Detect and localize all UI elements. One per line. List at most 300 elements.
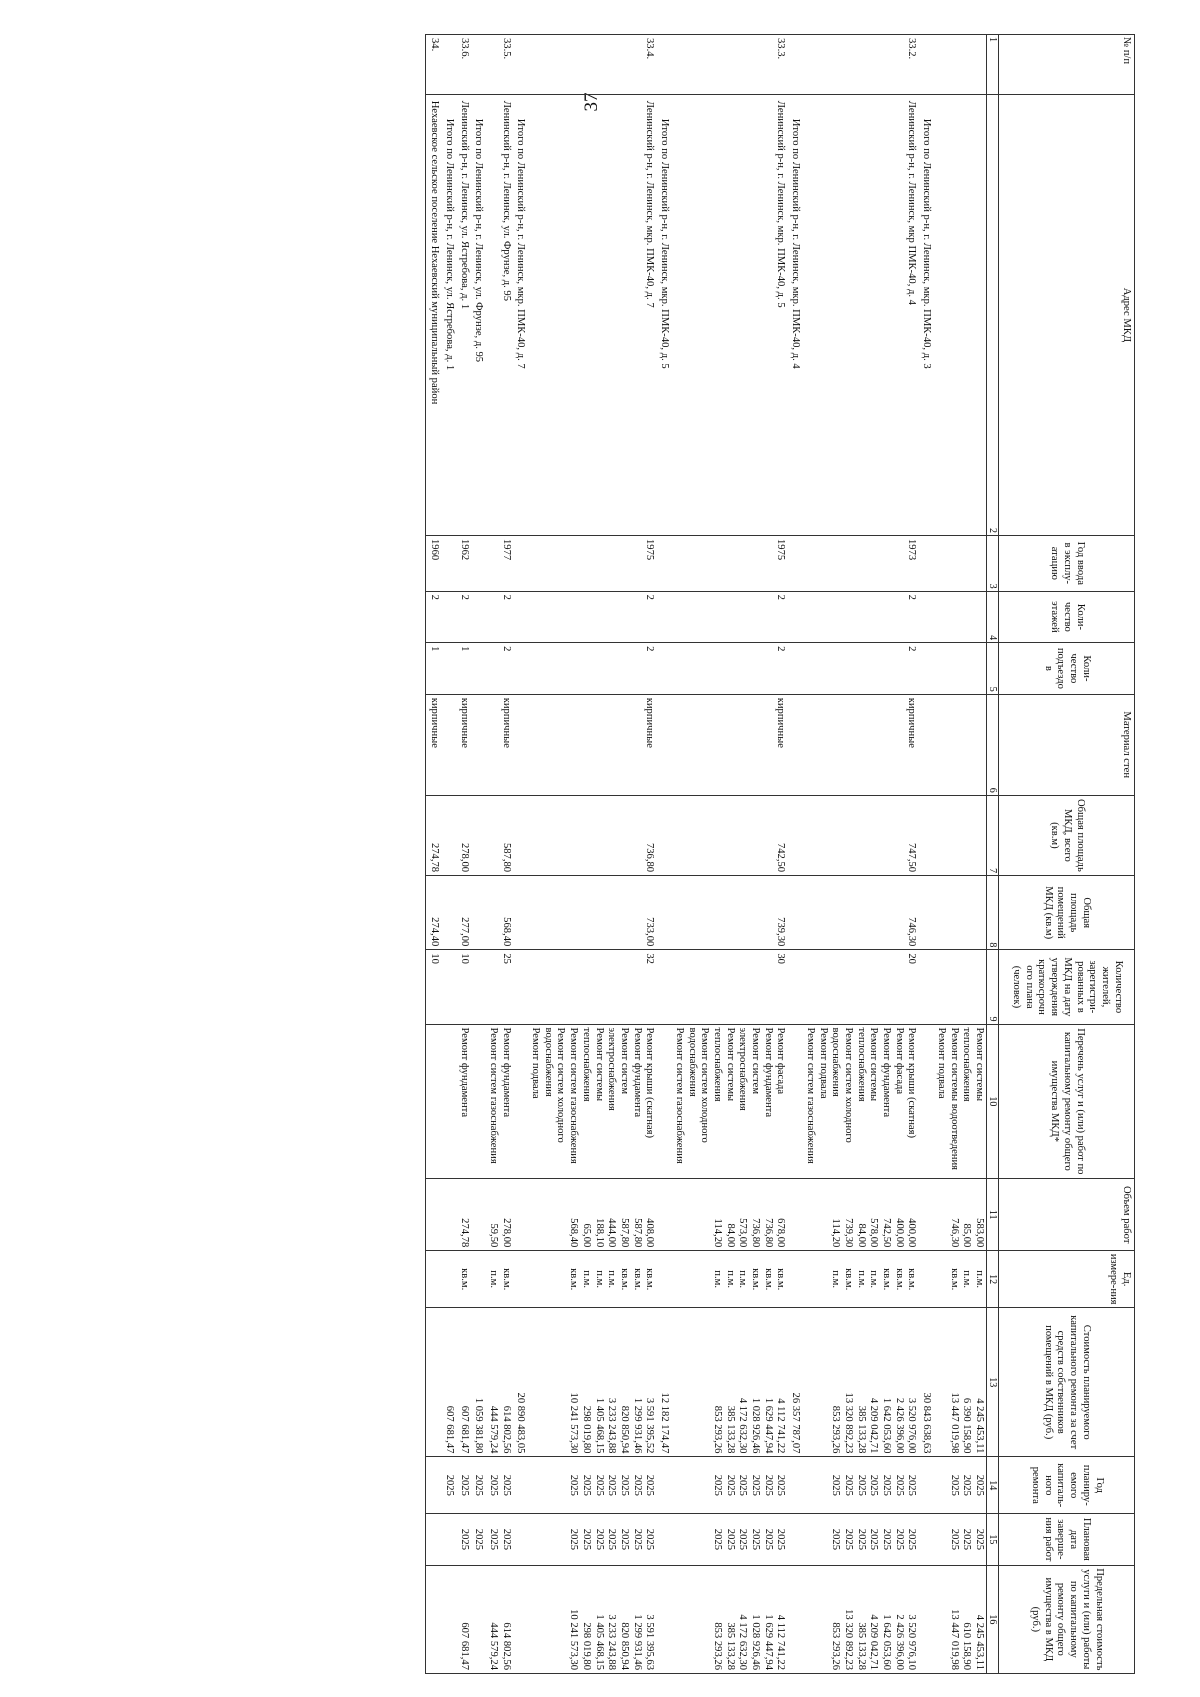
cell-line: 853 293,26 <box>711 1405 723 1454</box>
cell-line: 2025 <box>906 1474 918 1496</box>
year-list <box>829 1460 918 1510</box>
cell-line: 188,10 <box>593 1218 605 1248</box>
cell-line: Ремонт систем газоснабжения <box>804 1027 816 1164</box>
unit-list <box>457 1254 470 1304</box>
cell-line: п.м. <box>711 1270 723 1288</box>
row-number: 33.5. <box>485 35 512 95</box>
address: Ленинский р-н, г. Ленинск, мкр. ПМК-40, д. 7 <box>527 94 656 535</box>
cell-line: кв.м. <box>948 1268 960 1291</box>
cell-line: 13 320 892,23 <box>842 1392 854 1454</box>
cell-line: 2025 <box>974 1528 985 1550</box>
cell-line: кв.м. <box>458 1268 470 1291</box>
col-number: 6 <box>987 694 999 795</box>
cell-line: 6 390 158,90 <box>961 1397 973 1454</box>
col-header-5: Коли-чество подъездо в <box>999 643 1135 695</box>
col-header-6: Материал стен <box>999 694 1135 795</box>
wall-material: кирпичные <box>426 694 441 795</box>
cell-line: Ремонт систем холодного водоснабжения <box>542 1027 567 1143</box>
col-number: 1 <box>987 35 999 95</box>
entrances: 2 <box>802 643 918 695</box>
unit-list <box>947 1254 985 1304</box>
unit-list <box>567 1254 656 1304</box>
header-row <box>999 35 1135 1674</box>
cell-line: кв.м. <box>762 1268 774 1291</box>
cell-line: 13 447 019,98 <box>948 1392 960 1454</box>
work-list <box>934 1028 985 1176</box>
row-number: 33.2. <box>802 35 918 95</box>
cell-line: 2025 <box>830 1528 842 1550</box>
residents: 30 <box>671 950 787 1024</box>
cell-line: Ремонт системы теплоснабжения <box>961 1027 985 1102</box>
cell-line: 3 233 243,88 <box>606 1614 618 1670</box>
cell-line: 10 241 573,30 <box>568 1609 580 1670</box>
cell-line: 10 241 573,30 <box>568 1392 580 1454</box>
cell-line: 678,00 <box>775 1218 787 1248</box>
cell-line: Ремонт системы теплоснабжения <box>711 1027 736 1102</box>
area-rooms: 746,30 <box>802 876 918 950</box>
col-number: 9 <box>987 950 999 1024</box>
total-year: 2025 <box>471 1457 486 1514</box>
address: Ленинский р-н, г. Ленинск, мкр. ПМК-40, д. 5 <box>671 94 787 535</box>
year-built: 1977 <box>485 535 512 591</box>
cost-list <box>829 1311 918 1453</box>
cell-line: 114,20 <box>830 1218 842 1248</box>
residents: 25 <box>485 950 512 1024</box>
cell-line: Ремонт фундамента <box>500 1027 512 1118</box>
area-total: 278,00 <box>456 795 471 875</box>
col-number: 13 <box>987 1307 999 1456</box>
cell-line: 59,50 <box>487 1223 499 1248</box>
page-number: 37 <box>581 92 602 112</box>
cell-line: 4 172 632,30 <box>737 1397 749 1454</box>
entrances: 1 <box>426 643 441 695</box>
cell-line: 2025 <box>458 1474 470 1496</box>
cell-line: Ремонт систем электроснабжения <box>737 1027 762 1111</box>
cell-line: 2025 <box>644 1474 656 1496</box>
cell-line: 4 209 042,71 <box>868 1397 880 1454</box>
cell-line: 298 019,80 <box>580 1622 592 1670</box>
cell-line: п.м. <box>724 1270 736 1288</box>
cell-line: п.м. <box>855 1270 867 1288</box>
year-built: 1975 <box>527 535 656 591</box>
volume-list <box>710 1182 786 1247</box>
cell-line: 298 019,80 <box>580 1405 592 1454</box>
cell-line: 2025 <box>906 1528 918 1550</box>
cell-line: Ремонт фундамента <box>881 1027 893 1118</box>
cell-line: 2025 <box>775 1474 787 1496</box>
cell-line: 2025 <box>961 1474 973 1496</box>
cell-line: 84,00 <box>855 1223 867 1248</box>
cell-line: Ремонт систем холодного водоснабжения <box>686 1027 711 1143</box>
col-number: 14 <box>987 1457 999 1514</box>
residents: 10 <box>426 950 441 1024</box>
cell-line: Ремонт системы теплоснабжения <box>855 1027 880 1102</box>
unit-list <box>829 1254 918 1304</box>
col-number: 10 <box>987 1024 999 1179</box>
cell-line: 2025 <box>711 1528 723 1550</box>
floors: 2 <box>671 591 787 643</box>
floors: 2 <box>527 591 656 643</box>
cell-line: 2025 <box>948 1474 960 1496</box>
entrances: 1 <box>456 643 471 695</box>
address: Ленинский р-н, г. Ленинск, ул. Фрунзе, д. 95 <box>485 94 512 535</box>
col-number: 4 <box>987 591 999 643</box>
cell-line: 385 133,28 <box>724 1622 736 1670</box>
cell-line: 114,20 <box>711 1218 723 1248</box>
cell-line: 607 681,47 <box>458 1622 470 1670</box>
area-rooms: 277,00 <box>456 876 471 950</box>
col-number: 7 <box>987 795 999 875</box>
cell-line: 2025 <box>568 1528 580 1550</box>
cell-line: 853 293,26 <box>830 1622 842 1670</box>
work-list <box>457 1028 470 1176</box>
row-number: 34. <box>426 35 441 95</box>
cell-line: 610 158,90 <box>961 1622 973 1670</box>
cell-line: Ремонт фасада <box>775 1027 787 1095</box>
col-header-13: Стоимость планируемого капитального ремонта за счет средств собственников помещений в МКД (руб.) <box>999 1307 1135 1456</box>
cell-line: 278,00 <box>500 1218 512 1248</box>
cell-line: 614 802,56 <box>500 1405 512 1454</box>
cell-line: 2025 <box>631 1528 643 1550</box>
cell-line: 2025 <box>500 1474 512 1496</box>
cell-line: 4 245 453,11 <box>974 1398 985 1454</box>
unit-list <box>710 1254 786 1304</box>
wall-material: кирпичные <box>485 694 512 795</box>
cell-line: 736,80 <box>762 1218 774 1248</box>
cell-line: 2025 <box>593 1528 605 1550</box>
table-row <box>527 35 656 1674</box>
work-list <box>486 1028 511 1176</box>
cell-line: 400,00 <box>906 1218 918 1248</box>
cell-line: 13 320 892,23 <box>842 1609 854 1670</box>
cell-line: 2025 <box>868 1528 880 1550</box>
cell-line: 2 426 396,00 <box>893 1397 905 1454</box>
cell-line: Ремонт фасада <box>893 1027 905 1095</box>
residents: 32 <box>527 950 656 1024</box>
cell-line: 444,00 <box>606 1218 618 1248</box>
total-cost: 1 059 381,80 <box>471 1307 486 1456</box>
total-address: Итого по Ленинский р-н, г. Ленинск, мкр. ПМК-40, д. 7 <box>513 94 528 535</box>
entrances: 2 <box>527 643 656 695</box>
cell-line: п.м. <box>580 1270 592 1288</box>
area-total: 274,78 <box>426 795 441 875</box>
cell-line: 3 520 976,10 <box>906 1614 918 1670</box>
total-row <box>787 35 802 1674</box>
cell-line: 2025 <box>606 1528 618 1550</box>
cell-line: 2025 <box>842 1528 854 1550</box>
column-number-row <box>987 35 999 1674</box>
volume-list <box>947 1182 985 1247</box>
cell-line: 4 112 741,22 <box>775 1398 787 1454</box>
col-header-8: Общая площадь помещений МКД (кв.м) <box>999 876 1135 950</box>
year-list <box>567 1460 656 1510</box>
cell-line: п.м. <box>593 1270 605 1288</box>
col-header-10: Перечень услуг и (или) работ по капитальному ремонту общего имущества МКД* <box>999 1024 1135 1179</box>
floors: 2 <box>456 591 471 643</box>
cell-line: кв.м. <box>619 1268 631 1291</box>
cell-line: 400,00 <box>893 1218 905 1248</box>
col-number: 5 <box>987 643 999 695</box>
table-row <box>933 35 986 1674</box>
capital-repair-table <box>425 34 1135 1674</box>
table-row <box>456 35 471 1674</box>
cell-line: 2025 <box>500 1528 512 1550</box>
area-rooms: 739,30 <box>671 876 787 950</box>
col-number: 11 <box>987 1179 999 1251</box>
cell-line: 742,50 <box>881 1218 893 1248</box>
limit-list <box>486 1569 511 1670</box>
cell-line: 2025 <box>842 1474 854 1496</box>
table-row <box>671 35 787 1674</box>
col-number: 12 <box>987 1251 999 1308</box>
cell-line: 1 299 931,46 <box>631 1397 643 1454</box>
cell-line: 2025 <box>644 1528 656 1550</box>
col-header-14: Год планиру-емого капиталь-ного ремонта <box>999 1457 1135 1514</box>
cell-line: 2 426 396,00 <box>893 1614 905 1670</box>
date-list <box>829 1517 918 1562</box>
cell-line: 739,30 <box>842 1218 854 1248</box>
cell-line: 65,00 <box>580 1223 592 1248</box>
col-number: 16 <box>987 1565 999 1673</box>
cell-line: 2025 <box>619 1474 631 1496</box>
table-row <box>485 35 512 1674</box>
area-rooms: 274,40 <box>426 876 441 950</box>
date-list <box>486 1517 511 1562</box>
year-list <box>457 1460 470 1510</box>
cell-line: 2025 <box>580 1474 592 1496</box>
cell-line: 2025 <box>487 1474 499 1496</box>
cell-line: 385 133,28 <box>855 1405 867 1454</box>
cell-line: 1 642 053,60 <box>881 1614 893 1670</box>
cell-line: 2025 <box>855 1474 867 1496</box>
residents: 10 <box>456 950 471 1024</box>
cell-line: кв.м. <box>906 1268 918 1291</box>
total-row <box>918 35 933 1674</box>
cell-line: кв.м. <box>500 1268 512 1291</box>
volume-list <box>829 1182 918 1247</box>
wall-material: кирпичные <box>671 694 787 795</box>
cell-line: 2025 <box>830 1474 842 1496</box>
total-address: Итого по Ленинский р-н, г. Ленинск, ул. Фрунзе, д. 95 <box>471 94 486 535</box>
volume-list <box>567 1182 656 1247</box>
cell-line: 4 209 042,71 <box>868 1614 880 1670</box>
cell-line: 573,00 <box>737 1218 749 1248</box>
year-list <box>947 1460 985 1510</box>
cell-line: п.м. <box>487 1270 499 1288</box>
cell-line: 578,00 <box>868 1218 880 1248</box>
cost-list <box>710 1311 786 1453</box>
cell-line: 1 629 447,94 <box>762 1397 774 1454</box>
cell-line: 2025 <box>711 1474 723 1496</box>
cell-line: 274,78 <box>458 1218 470 1248</box>
cell-line: 385 133,28 <box>724 1405 736 1454</box>
cell-line: 853 293,26 <box>711 1622 723 1670</box>
cell-line: 385 133,28 <box>855 1622 867 1670</box>
col-number: 15 <box>987 1514 999 1566</box>
cell-line: 2025 <box>750 1528 762 1550</box>
total-cost: 30 843 638,63 <box>918 1307 933 1456</box>
cell-line: кв.м. <box>644 1268 656 1291</box>
residents: 20 <box>802 950 918 1024</box>
volume-list <box>457 1182 470 1247</box>
cell-line: Ремонт крыши (скатная) <box>906 1027 918 1139</box>
cell-line: 2025 <box>568 1474 580 1496</box>
row-number: 33.3. <box>671 35 787 95</box>
cell-line: 2025 <box>750 1474 762 1496</box>
cell-line: 444 579,24 <box>487 1405 499 1454</box>
limit-list <box>947 1569 985 1670</box>
date-list <box>710 1517 786 1562</box>
cell-line: 2025 <box>974 1474 985 1496</box>
col-header-1: № п/п <box>999 35 1135 95</box>
date-list <box>457 1517 470 1562</box>
cell-line: 2025 <box>762 1474 774 1496</box>
cell-line: 2025 <box>868 1474 880 1496</box>
col-header-9: Количество жителей, зарегистри-рованных в МКД на дату утверждения краткосрочн ого плана (человек) <box>999 950 1135 1024</box>
cell-line: кв.м. <box>842 1268 854 1291</box>
cell-line: 583,00 <box>974 1218 985 1248</box>
cell-line: 1 299 931,46 <box>631 1614 643 1670</box>
floors: 2 <box>426 591 441 643</box>
cell-line: 3 591 395,52 <box>644 1397 656 1454</box>
col-header-15: Плановая дата заверше-ния работ <box>999 1514 1135 1566</box>
cell-line: Ремонт подвала <box>817 1027 829 1099</box>
cell-line: 444 579,24 <box>487 1622 499 1670</box>
area-total: 742,50 <box>671 795 787 875</box>
cost-list <box>567 1311 656 1453</box>
work-list <box>672 1028 786 1176</box>
cell-line: 2025 <box>855 1528 867 1550</box>
cell-line: 2025 <box>737 1528 749 1550</box>
limit-list <box>567 1569 656 1670</box>
cell-line: п.м. <box>830 1270 842 1288</box>
cell-line: 2025 <box>619 1528 631 1550</box>
cell-line: 568,40 <box>568 1218 580 1248</box>
cost-list <box>457 1311 470 1453</box>
address: Ленинский р-н, г. Ленинск, ул. Ястребова, д. 1 <box>456 94 471 535</box>
cost-list <box>486 1311 511 1453</box>
cell-line: кв.м. <box>750 1268 762 1291</box>
year-list <box>710 1460 786 1510</box>
col-header-2: Адрес МКД <box>999 94 1135 535</box>
cell-line: 4 172 632,30 <box>737 1614 749 1670</box>
row-number: 33.6. <box>456 35 471 95</box>
cell-line: Ремонт системы водоотведения <box>948 1027 960 1171</box>
cell-line: 2025 <box>724 1528 736 1550</box>
cell-line: 84,00 <box>724 1223 736 1248</box>
year-built: 1975 <box>671 535 787 591</box>
cell-line: 2025 <box>593 1474 605 1496</box>
total-address: Итого по Ленинский р-н, г. Ленинск, мкр. ПМК-40, д. 4 <box>787 94 802 535</box>
cell-line: 4 112 741,22 <box>775 1614 787 1670</box>
cell-line: 2025 <box>961 1528 973 1550</box>
total-address: Итого по Ленинский р-н, г. Ленинск, мкр. ПМК-40, д. 3 <box>918 94 933 535</box>
cell-line: 2025 <box>775 1528 787 1550</box>
area-total: 747,50 <box>802 795 918 875</box>
cell-line: 1 405 468,15 <box>593 1614 605 1670</box>
cell-line: 3 520 976,00 <box>906 1397 918 1454</box>
cell-line: Ремонт систем газоснабжения <box>673 1027 685 1164</box>
address: Нехаевское сельское поселение Нехаевский муниципальный район <box>426 94 441 535</box>
col-number: 8 <box>987 876 999 950</box>
date-list <box>567 1517 656 1562</box>
cell-line: 853 293,26 <box>830 1405 842 1454</box>
limit-list <box>457 1569 470 1670</box>
limit-list <box>710 1569 786 1670</box>
table-row <box>802 35 918 1674</box>
cost-list <box>947 1311 985 1453</box>
col-header-4: Коли-чество этажей <box>999 591 1135 643</box>
year-built: 1973 <box>802 535 918 591</box>
area-total: 587,80 <box>485 795 512 875</box>
cell-line: 1 629 447,94 <box>762 1614 774 1670</box>
cell-line: Ремонт фундамента <box>762 1027 774 1118</box>
cell-line: 2025 <box>881 1474 893 1496</box>
cell-line: 2025 <box>893 1474 905 1496</box>
cell-line: 4 245 453,11 <box>974 1614 985 1670</box>
cell-line: 2025 <box>631 1474 643 1496</box>
cell-line: 2025 <box>724 1474 736 1496</box>
cell-line: 408,00 <box>644 1218 656 1248</box>
cell-line: Ремонт систем электроснабжения <box>606 1027 631 1111</box>
cell-line: 614 802,56 <box>500 1622 512 1670</box>
col-header-7: Общая площадь МКД, всего (кв.м) <box>999 795 1135 875</box>
total-address: Итого по Ленинский р-н, г. Ленинск, мкр. ПМК-40, д. 5 <box>656 94 671 535</box>
total-cost: 607 681,47 <box>441 1307 456 1456</box>
cell-line: 2025 <box>762 1528 774 1550</box>
total-row <box>656 35 671 1674</box>
col-number: 3 <box>987 535 999 591</box>
cell-line: 3 591 395,63 <box>644 1614 656 1670</box>
unit-list <box>486 1254 511 1304</box>
total-row <box>471 35 486 1674</box>
wall-material: кирпичные <box>527 694 656 795</box>
total-year: 2025 <box>441 1457 456 1514</box>
cell-line: п.м. <box>868 1270 880 1288</box>
cell-line: кв.м. <box>568 1268 580 1291</box>
cell-line: Ремонт крыши (скатная) <box>644 1027 656 1139</box>
cell-line: п.м. <box>961 1270 973 1288</box>
cell-line: Ремонт подвала <box>530 1027 542 1099</box>
col-header-16: Предельная стоимость услуги и (или) работы по капитальному ремонту общего имущества в МКД (руб.) <box>999 1565 1135 1673</box>
cell-line: п.м. <box>606 1270 618 1288</box>
cell-line: 2025 <box>893 1528 905 1550</box>
work-list <box>528 1028 655 1176</box>
area-rooms: 733,00 <box>527 876 656 950</box>
cell-line: Ремонт систем газоснабжения <box>568 1027 580 1164</box>
col-header-11: Объем работ <box>999 1179 1135 1251</box>
cell-line: 736,80 <box>750 1218 762 1248</box>
total-date: 2025 <box>471 1514 486 1566</box>
total-address: Итого по Ленинский р-н, г. Ленинск, ул. Ястребова, д. 1 <box>441 94 456 535</box>
floors: 2 <box>802 591 918 643</box>
address: Ленинский р-н, г. Ленинск, мкр ПМК-40, д. 4 <box>802 94 918 535</box>
cell-line: 587,80 <box>631 1218 643 1248</box>
col-number: 2 <box>987 94 999 535</box>
cell-line: Ремонт фундамента <box>631 1027 643 1118</box>
year-list <box>486 1460 511 1510</box>
cell-line: 1 028 926,46 <box>750 1614 762 1670</box>
volume-list <box>486 1182 511 1247</box>
limit-list <box>829 1569 918 1670</box>
area-rooms: 568,40 <box>485 876 512 950</box>
cell-line: 13 447 019,98 <box>948 1609 960 1670</box>
wall-material: кирпичные <box>456 694 471 795</box>
cell-line: 2025 <box>948 1528 960 1550</box>
cell-line: п.м. <box>974 1270 985 1288</box>
cell-line: 3 233 243,88 <box>606 1397 618 1454</box>
rotated-table-wrapper <box>60 34 1135 1674</box>
